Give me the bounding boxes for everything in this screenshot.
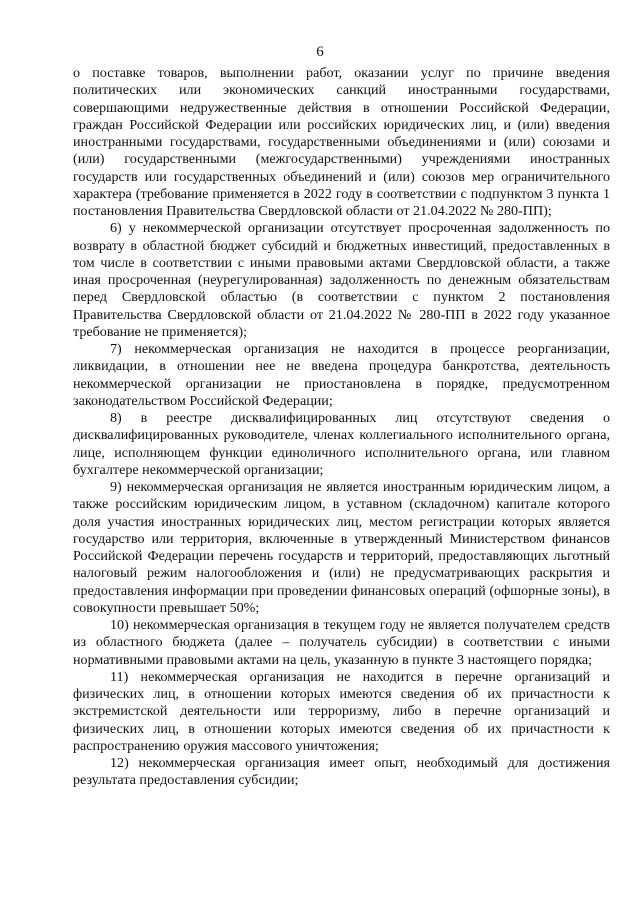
paragraph-item-10: 10) некоммерческая организация в текущем году не является получателем средств из областного бюджета (далее – получатель субсидии) в соответствии с иными нормативными правовыми актами на цель, указанную в пункте 3 настоящего порядка; [73,617,610,668]
paragraph-item-9: 9) некоммерческая организация не является иностранным юридическим лицом, а также российским юридическим лицом, в уставном (складочном) капитале которого доля участия иностранных юридических лиц, местом регистрации которых является государство или территория, включенные в утвержденный Министерством финансов Российской Федерации перечень государств и территорий, предоставляющих льготный налоговый режим налогообложения и (или) не предусматривающих раскрытия и предоставления информации при проведении финансовых операций (офшорные зоны), в совокупности превышает 50%; [73,479,610,616]
paragraph-item-6: 6) у некоммерческой организации отсутствует просроченная задолженность по возврату в областной бюджет субсидий и бюджетных инвестиций, предоставленных в том числе в соответствии с иными правовыми актами Свердловской области, а также иная просроченная (неурегулированная) задолженность по денежным обязательствам перед Свердловской областью (в соответствии с пунктом 2 постановления Правительства Свердловской области от 21.04.2022 № 280-ПП в 2022 году указанное требование не применяется); [73,220,610,340]
paragraph-item-8: 8) в реестре дисквалифицированных лиц отсутствуют сведения о дисквалифицированных руководителе, членах коллегиального исполнительного органа, лице, исполняющем функции единоличного исполнительного органа, или главном бухгалтере некоммерческой организации; [73,410,610,478]
page-number: 6 [316,44,324,60]
paragraph-item-7: 7) некоммерческая организация не находится в процессе реорганизации, ликвидации, в отношении нее не введена процедура банкротства, деятельность некоммерческой организации не приостановлена в порядке, предусмотренном законодательством Российской Федерации; [73,341,610,409]
paragraph-item-12: 12) некоммерческая организация имеет опыт, необходимый для достижения результата предоставления субсидии; [73,755,610,789]
paragraph-item-11: 11) некоммерческая организация не находится в перечне организаций и физических лиц, в отношении которых имеются сведения об их причастности к экстремистской деятельности или терроризму, либо в перечне организаций и физических лиц, в отношении которых имеются сведения об их причастности к распространению оружия массового уничтожения; [73,668,610,754]
paragraph-continuation: о поставке товаров, выполнении работ, оказании услуг по причине введения политических или экономических санкций иностранными государствами, совершающими недружественные действия в отношении Российской Федерации, граждан Российской Федерации или российских юридических лиц, и (или) введения иностранными государствами, государственными объединениями и (или) союзами и (или) государственными (межгосударственными) учреждениями иностранных государств или государственных объединений и (или) союзов мер ограничительного характера (требование применяется в 2022 году в соответствии с подпунктом 3 пункта 1 постановления Правительства Свердловской области от 21.04.2022 № 280-ПП); [73,65,610,219]
document-body [73,65,610,790]
